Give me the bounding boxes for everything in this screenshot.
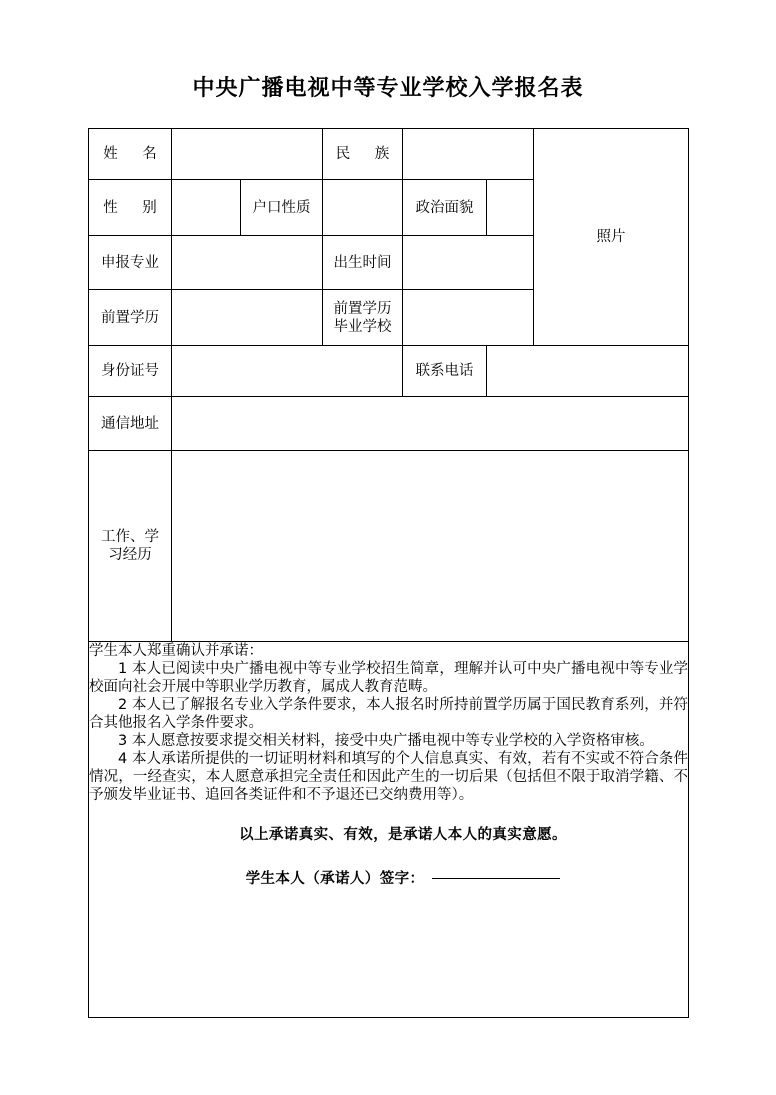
- field-household-type[interactable]: [323, 180, 403, 236]
- signature-input[interactable]: [432, 878, 560, 879]
- field-phone[interactable]: [487, 346, 689, 397]
- photo-placeholder[interactable]: 照片: [534, 129, 689, 346]
- label-prior-school-line1: 前置学历: [333, 300, 392, 317]
- label-name: 姓 名: [89, 129, 172, 180]
- table-row-address: [89, 397, 689, 451]
- label-prior-education: 前置学历: [89, 290, 172, 346]
- commitment-item-2: 2 本人已了解报名专业入学条件要求，本人报名时所持前置学历属于国民教育系列，并符合其他报名入学条件要求。: [89, 697, 688, 731]
- field-political-status[interactable]: [487, 180, 534, 236]
- field-prior-school[interactable]: [403, 290, 534, 346]
- signature-label: 学生本人（承诺人）签字：: [245, 871, 425, 887]
- label-political-status: 政治面貌: [403, 180, 487, 236]
- commitment-item-1: 1 本人已阅读中央广播电视中等专业学校招生简章，理解并认可中央广播电视中等专业学校面向社会开展中等职业学历教育，属成人教育范畴。: [89, 661, 688, 695]
- label-prior-school: [323, 290, 403, 346]
- field-declared-major[interactable]: [172, 236, 323, 290]
- label-ethnicity: 民 族: [323, 129, 403, 180]
- label-declared-major: 申报专业: [89, 236, 172, 290]
- table-row-name: [89, 129, 689, 180]
- commitment-item-3: 3 本人愿意按要求提交相关材料，接受中央广播电视中等专业学校的入学资格审核。: [118, 733, 654, 749]
- table-row-experience: [89, 451, 689, 642]
- label-birth-date: 出生时间: [323, 236, 403, 290]
- field-id-number[interactable]: [172, 346, 403, 397]
- commitment-affirmation: 以上承诺真实、有效，是承诺人本人的真实意愿。: [239, 827, 567, 843]
- label-experience-line2: 习经历: [108, 547, 152, 563]
- page-title: 中央广播电视中等专业学校入学报名表: [192, 76, 584, 101]
- label-gender: 性 别: [89, 180, 172, 236]
- table-row-commitment: [89, 642, 689, 1018]
- label-mailing-address: 通信地址: [89, 397, 172, 451]
- signature-line: [89, 870, 688, 888]
- field-gender[interactable]: [172, 180, 241, 236]
- commitment-item-4: 4 本人承诺所提供的一切证明材料和填写的个人信息真实、有效，若有不实或不符合条件情况，一经查实，本人愿意承担完全责任和因此产生的一切后果（包括但不限于取消学籍、不予颁发毕业证书、追回各类证件和不予退还已交纳费用等）。: [89, 751, 688, 803]
- label-prior-school-line2: 毕业学校: [333, 318, 392, 335]
- field-experience[interactable]: [172, 451, 689, 642]
- enrollment-form-table: [88, 128, 689, 1018]
- label-phone: 联系电话: [403, 346, 487, 397]
- commitment-lead: 学生本人郑重确认并承诺：: [89, 643, 263, 659]
- field-birth-date[interactable]: [403, 236, 534, 290]
- field-name[interactable]: [172, 129, 323, 180]
- label-experience: [89, 451, 172, 642]
- table-row-id-number: [89, 346, 689, 397]
- commitment-block: [89, 642, 689, 1018]
- field-ethnicity[interactable]: [403, 129, 534, 180]
- label-id-number: 身份证号: [89, 346, 172, 397]
- field-mailing-address[interactable]: [172, 397, 689, 451]
- label-experience-line1: 工作、学: [101, 529, 159, 545]
- label-household-type: 户口性质: [241, 180, 323, 236]
- field-prior-education[interactable]: [172, 290, 323, 346]
